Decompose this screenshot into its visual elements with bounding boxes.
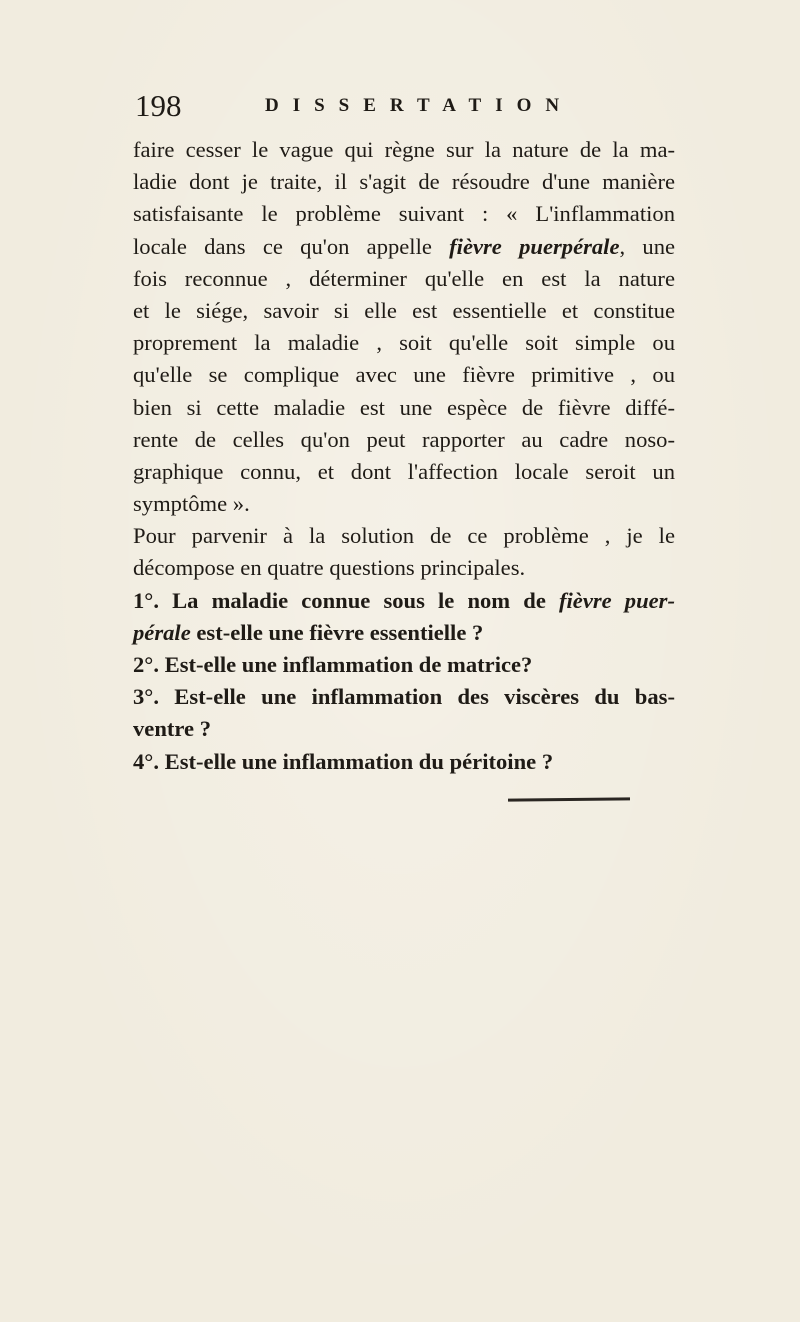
text-line: [133, 198, 675, 230]
text-run: proprement la maladie , soit qu'elle soit simple ou: [133, 330, 675, 356]
text-line: [133, 327, 675, 359]
text-run: satisfaisante le problème suivant : « L'inflammation: [133, 201, 675, 227]
text-run: et le siége, savoir si elle est essentielle et constitue: [133, 297, 675, 323]
text-run: fois reconnue , déterminer qu'elle en est la nature: [133, 265, 675, 291]
paragraph: [133, 746, 675, 778]
running-head: DISSERTATION: [265, 95, 574, 116]
text-run: 4°. Est-elle une inflammation du péritoine ?: [133, 748, 554, 774]
text-run: Pour parvenir à la solution de ce problème , je le: [133, 523, 675, 549]
italic-text: fièvre puerpérale: [449, 233, 620, 259]
text-line: [133, 713, 675, 745]
text-line: [133, 617, 675, 649]
page-number: 198: [135, 88, 182, 123]
text-line: [133, 359, 675, 391]
text-run: est-elle une fièvre essentielle ?: [190, 619, 484, 645]
text-line: [133, 649, 675, 681]
page-header: [135, 86, 675, 126]
body-text: [133, 134, 675, 778]
text-line: [133, 424, 675, 456]
text-line: [133, 231, 675, 263]
text-run: ladie dont je traite, il s'agit de résoudre d'une manière: [133, 169, 675, 195]
text-run: locale dans ce qu'on appelle: [133, 233, 450, 259]
text-run: symptôme ».: [133, 491, 250, 517]
text-run: bien si cette maladie est une espèce de fièvre diffé-: [133, 394, 675, 420]
paragraph: [133, 134, 675, 520]
paragraph: [133, 585, 675, 649]
text-run: 3°. Est-elle une inflammation des viscères du bas-: [133, 684, 675, 710]
text-line: [133, 681, 675, 713]
text-run: décompose en quatre questions principales.: [133, 555, 526, 581]
text-line: [133, 295, 675, 327]
text-line: [133, 456, 675, 488]
text-line: [133, 552, 675, 584]
text-run: graphique connu, et dont l'affection locale seroit un: [133, 458, 675, 484]
text-line: [133, 520, 675, 552]
ink-rule: [508, 797, 630, 801]
text-run: ventre ?: [133, 716, 212, 742]
paragraph: [133, 520, 675, 584]
italic-text: pérale: [133, 619, 191, 645]
text-run: rente de celles qu'on peut rapporter au cadre noso-: [133, 426, 675, 452]
text-line: [133, 263, 675, 295]
text-run: 2°. Est-elle une inflammation de matrice?: [133, 652, 533, 677]
paragraph: [133, 681, 675, 745]
text-line: [133, 392, 675, 424]
text-line: [133, 488, 675, 520]
text-line: [133, 166, 675, 198]
text-run: 1°. La maladie connue sous le nom de: [133, 587, 559, 613]
text-line: [133, 585, 675, 617]
text-line: [133, 746, 675, 778]
text-line: [133, 134, 675, 166]
text-run: qu'elle se complique avec une fièvre primitive , ou: [133, 362, 675, 388]
italic-text: fièvre puer-: [558, 587, 675, 613]
text-run: , une: [619, 233, 675, 259]
text-run: faire cesser le vague qui règne sur la nature de la ma-: [133, 137, 675, 162]
paragraph: [133, 649, 675, 681]
